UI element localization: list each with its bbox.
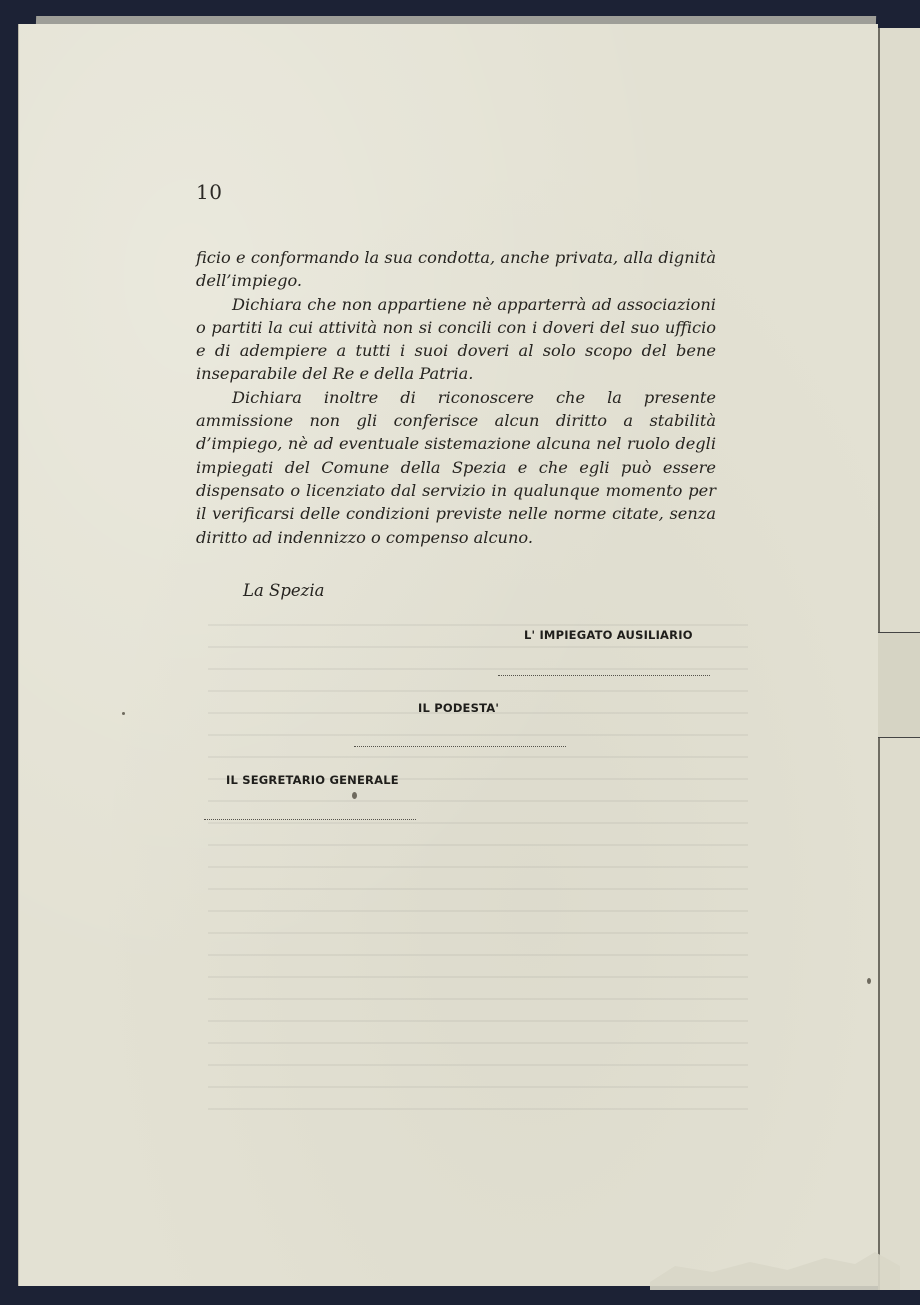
document-page [18,24,878,1286]
ink-speck [122,712,125,715]
paragraph-declaration-admission: Dichiara inoltre di riconoscere che la presente ammissione non gli conferisce alcun diritto a stabilità d’impiego, nè ad eventuale sistemazione alcuna nel ruolo degli impiegati del Comune della Spezia e che egli può essere dispensato o licenziato dal servizio in qualunque momento per il verificarsi delle condizioni previste nelle norme citate, senza diritto ad indennizzo o compenso alcuno. [196,387,716,547]
secretary-signature-label: IL SEGRETARIO GENERALE [226,773,399,787]
show-through-text [208,624,748,1124]
place-line: La Spezia [243,581,325,600]
employee-signature-label: L' IMPIEGATO AUSILIARIO [524,628,693,642]
body-text [196,246,716,549]
paragraph-declaration-associations: Dichiara che non appartiene nè apparterrà ad associazioni o partiti la cui attività non si concili con i doveri del suo ufficio e di adempiere a tutti i suoi doveri al solo scopo del bene inseparabile del Re e della Patria. [196,294,716,384]
ink-speck [352,792,357,799]
podesta-signature-line [354,746,566,747]
ink-speck [867,978,871,984]
podesta-signature-label: IL PODESTA' [418,701,500,715]
paragraph-continuation: ficio e conformando la sua condotta, anche privata, alla dignità dell’impiego. [196,248,716,291]
employee-signature-line [498,675,710,676]
page-notch [878,632,920,738]
secretary-signature-line [204,819,416,820]
page-number: 10 [196,180,223,204]
